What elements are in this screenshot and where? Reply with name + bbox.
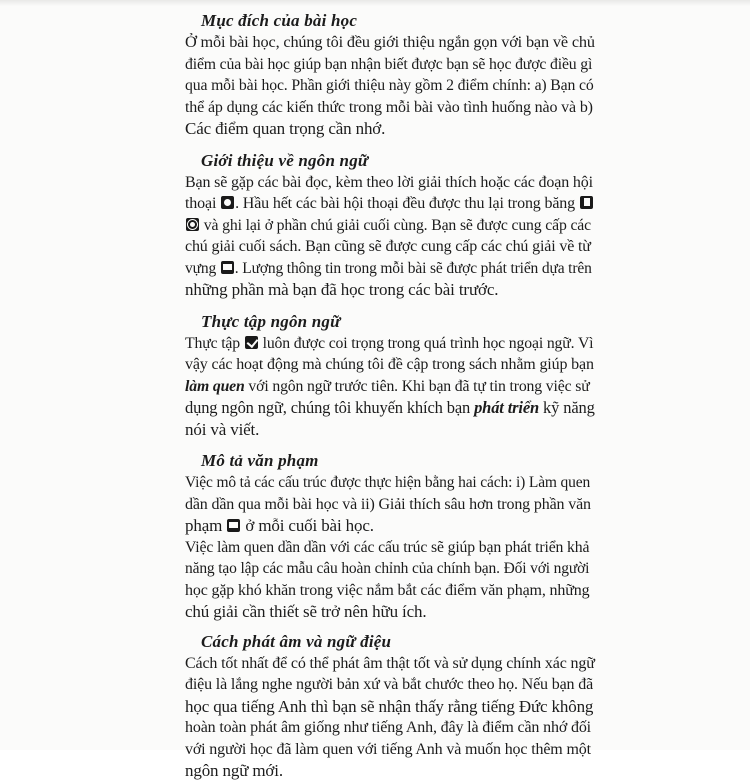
text-line: với người học đã làm quen với tiếng Anh và muốn học thêm một bbox=[185, 740, 591, 758]
section-grammar-description bbox=[185, 450, 595, 623]
text-fragment: phạm bbox=[185, 516, 223, 535]
text-fragment: kỹ năng bbox=[543, 398, 595, 417]
text-line: hoàn toàn phát âm giống như tiếng Anh, đây là điểm cần nhớ đối bbox=[185, 719, 591, 736]
section-paragraph bbox=[185, 172, 595, 301]
dialogue-icon bbox=[221, 196, 234, 209]
text-line: học gặp khó khăn trong việc nắm bắt các điểm văn phạm, những bbox=[185, 581, 590, 599]
text-line: vậy các hoạt động mà chúng tôi đề cập trong sách nhằm giúp bạn bbox=[185, 356, 594, 373]
text-line: nói và viết. bbox=[185, 419, 260, 439]
section-heading: Cách phát âm và ngữ điệu bbox=[201, 631, 392, 651]
section-paragraph bbox=[185, 32, 595, 140]
section-paragraph bbox=[185, 472, 595, 623]
text-line: những phần mà bạn đã học trong các bài trước. bbox=[185, 280, 499, 299]
grammar-icon bbox=[227, 519, 240, 532]
checkmark-icon bbox=[245, 336, 258, 349]
text-line: ngôn ngữ mới. bbox=[185, 761, 283, 780]
text-line: năng tạo lập các mẫu câu hoàn chỉnh của chính bạn. Đối với người bbox=[185, 560, 590, 577]
text-line bbox=[185, 258, 595, 280]
text-line: điệu là lắng nghe người bản xứ và bắt chước theo họ. Nếu bạn đã bbox=[185, 676, 594, 693]
text-line: Việc làm quen dần dần với các cấu trúc sẽ giúp bạn phát triển khả bbox=[185, 538, 590, 556]
section-language-intro bbox=[185, 150, 595, 301]
text-line bbox=[185, 515, 595, 537]
text-line: điểm của bài học giúp bạn nhận biết được bạn sẽ học được điều gì bbox=[185, 55, 593, 73]
text-line bbox=[185, 215, 595, 237]
text-line: Cách tốt nhất để có thể phát âm thật tốt và sử dụng chính xác ngữ bbox=[185, 654, 595, 672]
text-line bbox=[185, 376, 595, 398]
section-pronunciation bbox=[185, 631, 595, 782]
page-edge-shadow bbox=[0, 0, 750, 6]
text-fragment: Thực tập bbox=[185, 334, 241, 352]
section-language-practice bbox=[185, 311, 595, 441]
text-line: Bạn sẽ gặp các bài đọc, kèm theo lời giải thích hoặc các đoạn hội bbox=[185, 173, 593, 191]
section-heading: Giới thiệu về ngôn ngữ bbox=[201, 150, 369, 170]
section-paragraph bbox=[185, 653, 595, 782]
text-fragment: luôn được coi trọng trong quá trình học ngoại ngữ. Vì bbox=[262, 334, 594, 352]
text-fragment: và ghi lại ở phần chú giải cuối cùng. Bạn sẽ được cung cấp các bbox=[203, 216, 591, 234]
emphasis-text: làm quen bbox=[185, 377, 245, 395]
text-line: dần dần qua mỗi bài học và ii) Giải thích sâu hơn trong phần văn bbox=[185, 495, 591, 513]
vocabulary-icon bbox=[221, 261, 234, 274]
section-heading: Mô tả văn phạm bbox=[201, 451, 319, 470]
section-heading: Mục đích của bài học bbox=[201, 11, 358, 30]
text-fragment: thoại bbox=[185, 195, 217, 212]
text-fragment: . Lượng thông tin trong mỗi bài sẽ được phát triển dựa trên bbox=[234, 259, 592, 277]
tape-icon bbox=[580, 196, 593, 209]
text-fragment: vựng bbox=[185, 259, 217, 277]
text-line: chú giải cần thiết sẽ trở nên hữu ích. bbox=[185, 602, 427, 621]
text-line bbox=[185, 397, 595, 419]
section-heading: Thực tập ngôn ngữ bbox=[201, 311, 341, 331]
emphasis-text: phát triển bbox=[474, 398, 540, 417]
text-line bbox=[185, 333, 595, 355]
cd-icon bbox=[186, 218, 199, 231]
text-line: Việc mô tả các cấu trúc được thực hiện bằng hai cách: i) Làm quen bbox=[185, 474, 591, 491]
section-lesson-purpose bbox=[185, 10, 595, 140]
text-fragment: với ngôn ngữ trước tiên. Khi bạn đã tự tin trong việc sử bbox=[248, 377, 590, 395]
text-line: Ở mỗi bài học, chúng tôi đều giới thiệu ngắn gọn với bạn về chủ bbox=[185, 33, 595, 51]
text-fragment: dụng ngôn ngữ, chúng tôi khuyến khích bạn bbox=[185, 398, 471, 417]
text-line: qua mỗi bài học. Phần giới thiệu này gồm 2 điểm chính: a) Bạn có bbox=[185, 77, 594, 94]
text-line bbox=[185, 193, 595, 215]
section-paragraph bbox=[185, 333, 595, 441]
text-fragment: . Hầu hết các bài hội thoại đều được thu lại trong băng bbox=[235, 195, 576, 212]
text-line: Các điểm quan trọng cần nhớ. bbox=[185, 119, 386, 138]
text-column bbox=[185, 10, 595, 782]
text-line: học qua tiếng Anh thì bạn sẽ nhận thấy rằng tiếng Đức không bbox=[185, 696, 594, 716]
text-fragment: ở mỗi cuối bài học. bbox=[245, 516, 374, 535]
text-line: thể áp dụng các kiến thức trong mỗi bài vào tình huống nào và b) bbox=[185, 98, 593, 116]
text-line: chú giải cuối sách. Bạn cũng sẽ được cung cấp các chú giải về từ bbox=[185, 238, 591, 255]
